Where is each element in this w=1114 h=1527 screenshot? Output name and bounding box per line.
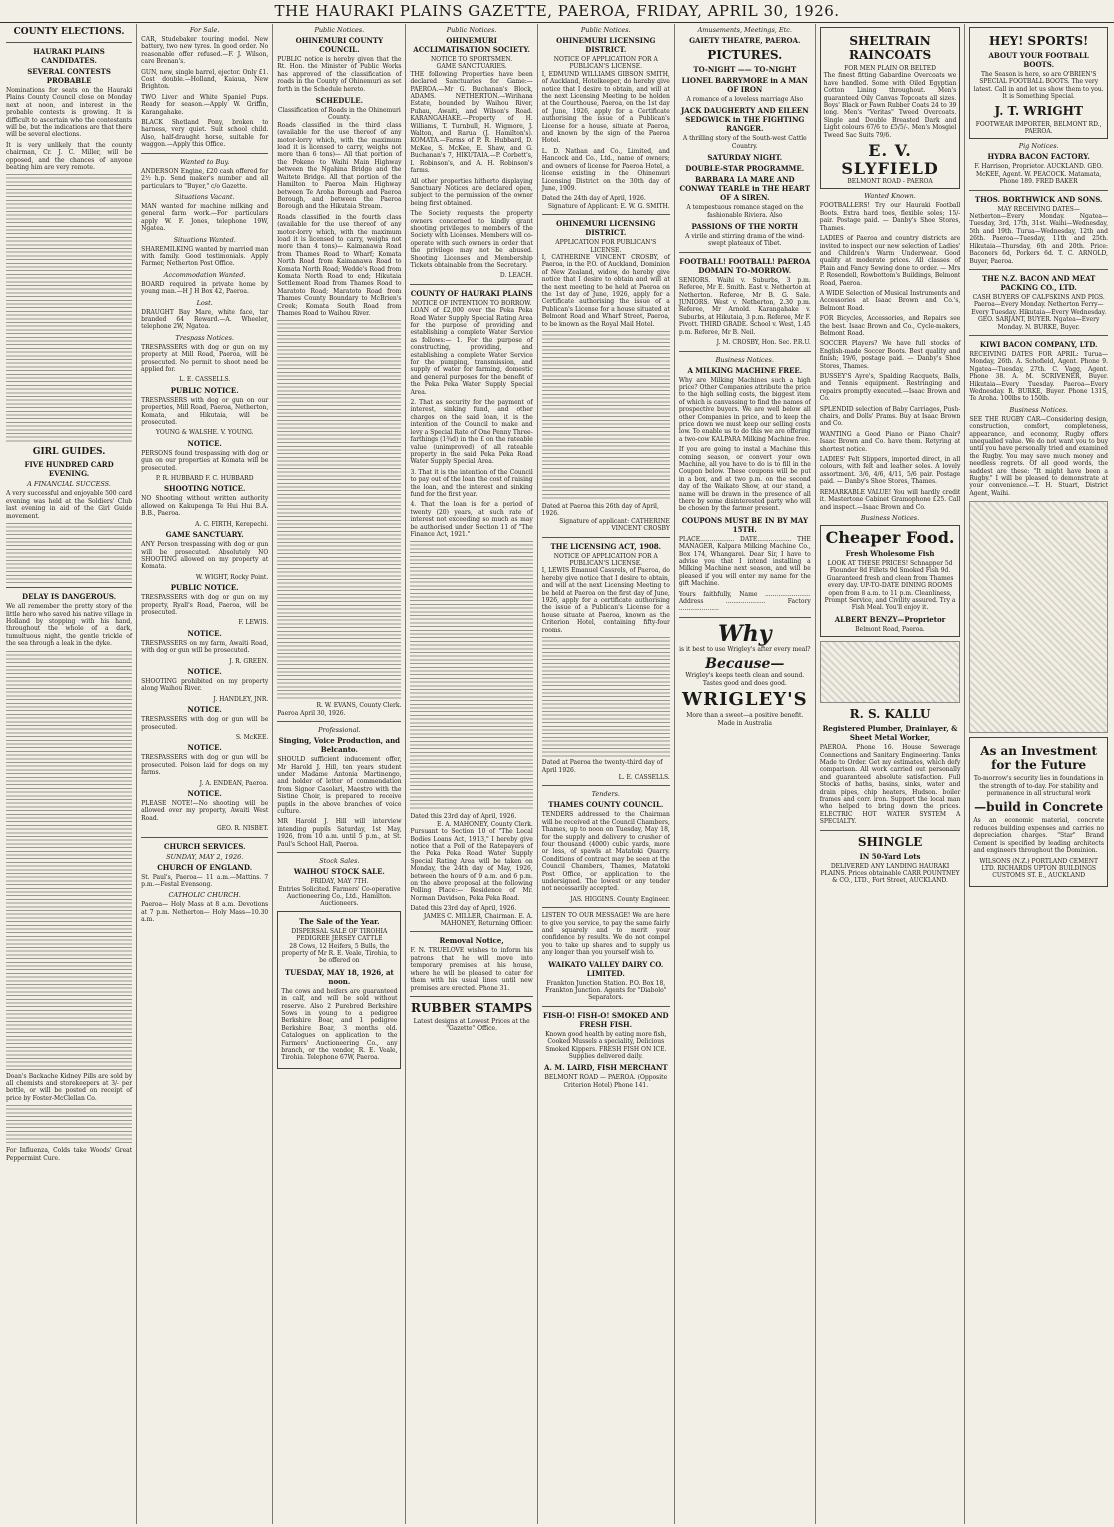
masthead: THE HAURAKI PLAINS GAZETTE, PAEROA, FRIDAY, APRIL 30, 1926. (0, 0, 1114, 23)
notice-signature: E. A. MAHONEY, County Clerk. (437, 820, 533, 828)
notice-signature: L. E. CASSELLS. (179, 376, 231, 384)
church-heading: CATHOLIC CHURCH. (168, 891, 241, 900)
football-fixtures: SENIORS. Waihi v. Suburbs, 3 p.m. Referee, Mr E. Smith. East v. Netherton at Netherton. Referee, Mr B. G. Sale. JUNIORS. West v. Netherton, 2.30 p.m. Referee, Mr Arnold. Karangahake v. Suburbs, at Hikutaia, 3 p.m. Referee, Mr F. Pivott. THIRD GRADE. School v. West, 1.45 p.m. Referee, Mr B. Neil. (678, 276, 811, 336)
sale-advert (277, 911, 401, 1069)
ad-proprietor: J. T. WRIGHT (994, 103, 1083, 118)
ad-heading: WAIKATO VALLEY DAIRY CO. LIMITED. (548, 959, 664, 978)
ad-subheading: DISPERSAL SALE OF TIROHIA PEDIGREE JERSEY CATTLE (291, 927, 388, 943)
section-heading: Stock Sales. (319, 857, 360, 866)
section-heading: Business Notices. (1009, 405, 1068, 414)
headline-girl-guides: GIRL GUIDES. (32, 447, 106, 458)
divider (410, 931, 532, 932)
classified-ad: MAN wanted for machine milking and general farm work.—For particulars apply W. F. Jones, telephone 19W, Ngatea. (141, 202, 269, 233)
divider (969, 335, 1108, 336)
section-heading: Pig Notices. (1018, 142, 1059, 151)
column-1 (2, 24, 137, 1524)
notice-date: Dated this 23rd day of April, 1926. (410, 905, 517, 913)
subhead: SEVERAL CONTESTS PROBABLE (27, 67, 111, 85)
classified-ad: TWO Liver and White Spaniel Pups. Ready for season.—Apply W. Griffin, Karangahake. (141, 93, 269, 116)
coupon-text: PLACE.................. DATE.................. THE MANAGER, Kalpara Milking Machine Co., Box 174, Whangarei. Dear Sir, I have to advise you that I intend installing a Milking Machine next season, and will be pleased if you will enter my name for the gift Machine. (678, 535, 811, 588)
divider (542, 214, 670, 215)
classified-ad: GUN, new, single barrel, ejector. Only £1. Cost double.—Holland, Kaiaua, New Brighton. (141, 68, 269, 91)
divider (6, 587, 132, 588)
classified-ad: BUSSEY'S Ayre's, Spalding Racquets, Balls, and Tennis equipment. Restringing and repairs promptly executed.—Isaac Brown and Co. (819, 373, 961, 403)
notice-text: TRESPASSERS on my farm, Awaiti Road, with dog or gun will be prosecuted. (141, 639, 269, 655)
notice-text: TRESPASSERS with dog or gun on my property, Ryall's Road, Paeroa, will be prosecuted. (141, 594, 269, 616)
notice-text: 2. That as security for the payment of interest, sinking fund, and other charges on the said loan, it is the intention of the Council to make and levy a Special Rate of One Penny Three-farthings (1¾d) in the £ on the rateable value (unimproved) of all rateable property in the said Peka Peka Road Water Supply Special Area. (410, 399, 533, 466)
ad-subheading: TO-NIGHT —— TO-NIGHT (693, 65, 797, 74)
column-8 (965, 24, 1112, 1524)
notice-text: Pursuant to Section 10 of "The Local Bodies Loans Act, 1913," I hereby give notice that a Poll of the Ratepayers of the Peka Peka Road Water Supply Special Rating Area will be taken on Monday, the 24th day of May, 1926, between the hours of 9 a.m. and 6 p.m. on the above proposal at the following Polling Place:— Residence of Mr. Norman Davidson, Peka Peka Road. (410, 828, 533, 902)
article-text: Doan's Backache Kidney Pills are sold by all chemists and storekeepers at 3/- per bottle, or will be posted on receipt of price by Foster-McClellan Co. (6, 1072, 133, 1102)
notice-text: Roads classified in the fourth class (available for the use thereof of any motor-lorry which, with the maximum load it is licensed to carry, weighs not more than 4 tons)— Kaimanawa Road from Thames Road to Wharf; Komata North Road from Kaimanawa Road to Komata North Road; Wedde's Road from Komata North Road to end; Hikutaia Settlement Road from Thames Road to Maratoto Road; Maratoto Road from Thames County Boundary to McBrien's Creek; Komata South Road from Thames Road to Waihou River. (277, 213, 402, 317)
ad-text: MR Harold J. Hill will interview intending pupils Saturday, 1st May, 1926, from 10 a.m. until 5 p.m., at St. Paul's School Hall, Paeroa. (277, 818, 402, 848)
ad-subheading: —build in Concrete (974, 800, 1104, 815)
ad-text: BELMONT ROAD — PAEROA. (Opposite Criterion Hotel) Phone 141. (544, 1074, 668, 1089)
ad-text: Frankton Junction Station. P.O. Box 18, Frankton Junction. Agents for "Diabolo" Separators. (545, 979, 667, 1002)
divider (542, 537, 670, 538)
notice-signature: J. HANDLEY, JNR. (213, 695, 269, 703)
article-text: We all remember the pretty story of the little hero who saved his native village in Holland by stopping with his hand, throughout the whole of a dark, tumultuous night, the gentle trickle of the sea through a leak in the dyke. (6, 603, 133, 648)
section-heading: Public Notices. (314, 26, 365, 34)
notice-subheading: Classification of Roads in the Ohinemuri County. (277, 107, 401, 122)
ad-text: DELIVERED ANY LANDING HAURAKI PLAINS. Prices obtainable CARR POUNTNEY & CO., LTD., Fort Street, AUCKLAND. (820, 862, 960, 885)
ad-heading: Removal Notice, (439, 936, 504, 946)
text-block (410, 541, 532, 811)
notice-text: I, EDMUND WILLIAMS GIBSON SMITH, of Auckland, Hotelkeeper, do hereby give notice that I desire to obtain, and will at the next Licensing Meeting to be holden at the Courthouse, Paeroa, on the 1st day of June, 1926, apply for a Certificate authorising the issue of a Publican's License for a house, situate at Paeroa, and known by the sign of the Paeroa Hotel. (541, 70, 670, 145)
ad-text: Known good health by eating more fish, Cooked Mussels a speciality, Delicious Smoked Kippers. FRESH FISH ON ICE. Supplies delivered daily. (545, 1030, 667, 1061)
text-block (6, 523, 132, 583)
notice-signature: YOUNG & WALSHE. V. YOUNG. (155, 429, 254, 437)
ad-text: is it best to use Wrigley's after every meal? (679, 645, 811, 653)
church-services-heading: CHURCH SERVICES. (163, 841, 246, 851)
ad-text: Why are Milking Machines such a high price? Other Companies attribute the price to the high selling costs, the biggest item of which is canvassing to find the names of prospective buyers. We are well below all other Companies in price, and to keep the price down we must keep our selling costs low. To enable us to do this we are offering a two-cow KALPARA Milking Machine free. (678, 376, 811, 443)
notice-heading: OHINEMURI ACCLIMATISATION SOCIETY. (413, 36, 530, 54)
ad-address: Belmont Road, Paeroa. (855, 625, 925, 633)
text-block (6, 1105, 132, 1145)
ad-address: BELMONT ROAD - PAEROA (847, 178, 933, 186)
section-heading: Wanted to Buy. (180, 157, 230, 166)
classified-ad: BOARD required in private home by young man.—H J H Box 42, Paeroa. (141, 280, 269, 296)
column-7 (816, 24, 966, 1524)
ad-text: RECEIVING DATES FOR APRIL: Turua—Monday, 26th. A. Schofield, Agent. Phone 9. Ngatea—Tuesday, 27th. C. Vagg, Agent. Phone 38. A. M. SCRIVENER, Buyer. Hikutaia—Every Tuesday. Paeroa—Every Wednesday. R. BURKE, Buyer. Phone 131S, Te Aroha. 100lbs to 150lb. (969, 350, 1108, 403)
classified-ad: BLACK Shetland Pony, broken to harness, very quiet. Suit school child. Also, half-draught horse, suitable for waggon.—Apply this Office. (141, 119, 269, 149)
ad-heading: A. M. LAIRD, FISH MERCHANT (544, 1063, 668, 1073)
notice-text: All other properties hitherto displaying Sanctuary Notices are declared open, subject to the permission of the owner being first obtained. (410, 177, 533, 207)
coupon-fields: Yours faithfully, Name ........................ Address ..................... Factory ..................... (678, 590, 811, 613)
classified-ad: LADIES' Felt Slippers, imported direct, in all colours, with felt and leather soles. A lovely assortment. 3/6, 4/6, 4/11, 5/6 pair. Postage paid. — Danby's Shoe Stores, Thames. (819, 456, 961, 486)
film-title: PASSIONS OF THE NORTH (691, 222, 799, 232)
notice-text: 3. That it is the intention of the Council to pay out of the loan the cost of raising the loan, and the interest and sinking fund for the first year. (410, 468, 533, 498)
notice-text: LOAN of £2,000 over the Peka Peka Road Water Supply Special Rating Area for the purpose of providing and establishing a complete Water Service as follows:— 1. For the purpose of constructing, providing, and establishing a complete Water Service for the pumping, transmission, and supply of water for farming, domestic and general purposes for the benefit of the Peka Peka Water Supply Special Area. (410, 307, 533, 396)
text-block (6, 651, 132, 1071)
notice-heading: NOTICE. (187, 789, 222, 799)
ad-proprietor: ALBERT BENZY—Proprietor (834, 614, 946, 624)
notice-signature: Signature of applicant: CATHERINE VINCENT CROSBY (559, 517, 670, 533)
section-heading: Situations Wanted. (173, 235, 236, 244)
church-text: Paeroa— Holy Mass at 8 a.m. Devotions at 7 p.m. Netherton— Holy Mass—10.30 a.m. (141, 901, 269, 924)
ad-heading: HEY! SPORTS! (989, 34, 1089, 48)
film-description: A romance of a loveless marriage Also (686, 96, 804, 103)
divider (969, 190, 1108, 191)
notice-text: ANY Person trespassing with dog or gun will be prosecuted. Absolutely NO SHOOTING allowed on my property at Komata. (141, 541, 269, 571)
notice-text: NO Shooting without written authority allowed on Kakupenga Te Hui Hui B.A. B.B., Paeroa. (141, 495, 269, 518)
notice-signature: W. WIGHT, Rocky Point. (195, 573, 269, 581)
notice-subheading: NOTICE OF APPLICATION FOR A PUBLICAN'S LICENSE. (553, 552, 658, 568)
divider (542, 1006, 670, 1007)
column-4 (406, 24, 537, 1524)
classified-ad: SOCCER Players? We have full stocks of English-made Soccer Boots. Best quality and finish; 19/6, postage paid. — Danby's Shoe Stores, Thames. (819, 340, 961, 370)
ad-text: F. Harrison, Proprietor. AUCKLAND. GEO. McKEE, Agent. W. PEACOCK. Matamata, Phone 189. FRED BAKER (974, 163, 1104, 186)
divider (141, 837, 268, 838)
notice-subheading: NOTICE TO SPORTSMEN. (431, 56, 513, 63)
notice-text: 4. That the loan is for a period of twenty (20) years, at such rate of interest not exceeding so much as may be authorised under Section 11 of "The Finance Act, 1921." (410, 501, 533, 538)
notice-heading: GAME SANCTUARY. (165, 530, 244, 540)
ad-heading: Cheaper Food. (825, 527, 955, 547)
coupon-deadline: COUPONS MUST BE IN BY MAY 15TH. (681, 515, 808, 534)
church-text: St. Paul's, Paeroa— 11 a.m.—Mattins. 7 p.m.—Festal Evensong. (141, 873, 269, 889)
classified-ad: LADIES of Paeroa and country districts are invited to inspect our new selection of Ladies' and Children's Warm Underwear. Good quality at moderate prices. All classes of Plain and Fancy Sewing done to order. — Mrs P. Rosendell, Rowbottom's Buildings, Belmont Road, Paeroa. (819, 235, 961, 287)
notice-heading: SHOOTING NOTICE. (163, 484, 246, 494)
notice-heading: OHINEMURI COUNTY COUNCIL. (295, 36, 384, 54)
church-heading: CHURCH OF ENGLAND. (157, 862, 253, 872)
notice-heading: THAMES COUNTY COUNCIL. (548, 800, 664, 810)
divider (410, 996, 532, 997)
subhead: FIVE HUNDRED CARD EVENING. (24, 460, 114, 479)
film-description: A tempestuous romance staged on the fashionable Riviera. Also (686, 204, 804, 219)
classified-ad: REMARKABLE VALUE! You will hardly credit it. Mastertone Cabinet Gramophone £25. Call and inspect.—Isaac Brown and Co. (819, 488, 961, 511)
ad-heading: WAIHOU STOCK SALE. (293, 867, 385, 877)
wrigley-why: Why (718, 620, 772, 647)
section-heading: Public Notices. (580, 26, 631, 34)
ad-text: As an economic material, concrete reduces building expenses and carries no depreciation charges. "Star" Brand Cement is specified by leading architects and engineers throughout the Dominion. (973, 817, 1104, 855)
notice-text: L. D. Nathan and Co., Limited, and Hancock and Co., Ltd., name of owners; and owners of license for Paeroa Hotel, a license existing in the Ohinemuri Licensing District on the 30th day of June, 1909. (541, 147, 670, 192)
wrigley-because: Because— (705, 656, 785, 673)
notice-date: Paeroa April 30, 1926. (277, 709, 346, 717)
classified-ad: ANDERSON Engine, £20 cash offered for 2½ h.p. Send maker's number and all particulars to "Buyer," c/o Gazette. (141, 167, 269, 190)
divider (969, 269, 1108, 270)
ad-heading: SHELTRAIN RAINCOATS (848, 34, 932, 62)
notice-subheading: NOTICE OF INTENTION TO BORROW. (411, 299, 532, 307)
classified-ad: SHAREMILKING wanted by married man with family. Good testimonials. Apply Farmer, Netherton Post Office. (141, 245, 269, 268)
notice-text: PERSONS found trespassing with dog or gun on our properties at Komata will be prosecuted. (141, 449, 269, 472)
classified-ad: A WIDE Selection of Musical Instruments and Accessories at Isaac Brown and Co.'s, Belmont Road. (819, 289, 961, 312)
notice-signature: JAS. HIGGINS. County Engineer. (570, 895, 670, 903)
ad-text: LISTEN TO OUR MESSAGE! We are here to give you service, to pay the same fairly and squarely and to merit your confidence by results. We do not compel you to take up shares and to supply us any longer than you yourself wish to. (541, 912, 670, 957)
ad-text: 28 Cows, 12 Heifers, 5 Bulls, the property of Mr R. E. Veale, Tirohia, to be offered on (281, 942, 397, 965)
classified-ad: FOR Bicycles, Accessories, and Repairs see the best. Isaac Brown and Co., Cycle-makers, Belmont Road. (819, 315, 961, 337)
ad-text: F. N. TRUELOVE wishes to inform his patrons that he will move into temporary premises at his house, where he will be pleased to cater for them with his usual lines until new premises are erected. Phone 31. (410, 947, 533, 992)
house-illustration (820, 641, 961, 703)
divider (277, 852, 401, 853)
ad-text: PAEROA. Phone 16. House Sewerage Connections and Sanitary Engineering. Tanks Made to Order. Get my estimates, which defy comparison. All work carried out personally and guaranteed absolute satisfaction. Full Stocks of baths, basins, sinks, water and drain pipes, chip heaters, Hudson. boiler frames and corr. iron. Support the local man who helped to bring down the prices. ELECTRIC HOT WATER SYSTEM A SPECIALTY. (819, 744, 961, 826)
church-services-date: SUNDAY, MAY 2, 1926. (166, 852, 244, 861)
notice-heading: NOTICE. (187, 628, 222, 638)
ad-text: If you are going to instal a Machine this coming season, or convert your own Machine, all you have to do is to fill in the Coupon below. These coupons will be put in a box, and at two p.m. on the second day of the Waikato Show, at our stand, a name will be drawn in the presence of all there by some disinterested party who will be chosen by the farmer present. (678, 446, 811, 513)
article-text: It is very unlikely that the county chairman, Cr. J. C. Miller, will be opposed, and the chances of anyone beating him are very remote. (6, 141, 133, 172)
article-text: A very successful and enjoyable 500 card evening was held at the Soldiers' Club last evening in aid of the Girl Guide movement. (6, 490, 133, 520)
notice-text: The Society requests the property owners concerned to kindly grant shooting privileges to members of the Society with Licenses. Members will co-operate with such owners in order that the privilege may not be abused. Shooting Licenses and Membership Tickets obtainable from the Secretary. (410, 210, 533, 269)
section-heading: Business Notices. (715, 355, 774, 364)
notice-text: THE following Properties have been declared Sanctuaries for Game:— PAEROA.—Mr G. Buchanan's Block, ADAMS. NETHERTON.—Wirihana Estate, bounded by Waihou River, Puhau, Awaiti, and Wilson's Road. KARANGAHAKE.—Property of H. Williams, T. Turnbull, H. Wigmore, J. Walton, and Rarua (J. Hamilton's). KOMATA.—Farms of P. R. Hubbard, D. McKee, S. McKee, E. Shaw, and G. Buchanan's 7, HIKUTAIA.—P. Corbett's, I. Robinson's, and A. H. Robinson's farms. (410, 70, 533, 175)
wrigleys-logo: WRIGLEY'S (681, 689, 808, 711)
notice-signature: D. LEACH. (499, 272, 533, 280)
ad-heading: The Sale of the Year. (299, 916, 380, 926)
notice-subheading: GAME SANCTUARIES. (436, 63, 507, 71)
ad-text: Entries Solicited. Farmers' Co-operative Auctioneering Co., Ltd., Hamilton. Auctioneers. (278, 885, 401, 908)
notice-text: I, LEWIS Emanuel Cassrels, of Paeroa, do hereby give notice that I desire to obtain, and will at the next Licensing Meeting to be held at Paeroa on the first day of June, 1926, apply for a certificate authorising the issue of a Publican's License for a house situate at Paeroa, known as the Criterion Hotel, containing fifty-four rooms. (541, 567, 670, 634)
section-heading: Lost. (196, 298, 213, 307)
divider (277, 721, 401, 722)
divider (141, 153, 268, 154)
section-heading: Business Notices. (860, 513, 920, 522)
column-6 (675, 24, 816, 1524)
notice-signature: L. E. CASSELLS. (618, 773, 670, 781)
sheltrain-advert (820, 27, 961, 189)
classified-ad: DRAUGHT Bay Mare, white face, tar branded 64 Reward.—A. Wheeler, telephone 2W, Ngatea. (141, 308, 269, 331)
notice-heading: OHINEMURI LICENSING DISTRICT. (556, 36, 656, 54)
film-description: A thrilling story of the South-west Cattle Country. (682, 135, 807, 150)
section-heading: Accommodation Wanted. (163, 270, 246, 279)
ad-text: CASH BUYERS OF CALFSKINS AND PIGS. Paeroa—Every Monday. Netherton Ferry—Every Tuesday. Hikutaia—Every Wednesday. GEO. SARJANT, BUYER. Ngatea—Every Monday. N. BURKE, Buyer. (971, 293, 1107, 331)
divider (6, 42, 132, 43)
notice-heading: COUNTY OF HAURAKI PLAINS (410, 288, 533, 298)
ad-text: SHOULD sufficient inducement offer, Mr Harold J. Hill, ten years student under Madame Antonia Martinengo, and holder of letter of commendation from Signor Casolari, Maestro with the Sistine Choir, is prepared to receive pupils in the above branches of voice culture. (277, 756, 402, 816)
classified-ad: CAR, Studebaker touring model. New battery, two new tyres. In good order. No reasonable offer refused.—F. J. Wilson, care Brenan's. (141, 36, 269, 66)
column-2 (137, 24, 273, 1524)
section-heading: Wanted Known. (864, 192, 916, 201)
shingle-subheading: IN 50-Yard Lots (859, 851, 921, 861)
classified-ad: FOOTBALLERS! Try our Hauraki Football Boots. Extra hard toes, flexible soles; 15/- pair. Postage paid. — Danby's Shoe Stores, Thames. (819, 202, 961, 232)
ad-text: Netherton—Every Monday. Ngatea—Tuesday, 3rd, 17th, 31st. Waihi—Wednesday, 5th and 19th. Turua—Wednesday, 12th and 26th. Paeroa—Tuesday, 11th and 25th. Hikutaia—Thursday, 6th and 20th. Price: Baconers 6d, Porkers 6d. T. C. ARNOLD, Buyer, Paeroa. (969, 213, 1108, 265)
ad-heading: KIWI BACON COMPANY, LTD. (979, 339, 1098, 349)
ad-heading: Singing, Voice Production, and Belcanto. (278, 736, 401, 755)
page-columns (2, 24, 1112, 1524)
section-heading: Professional. (318, 726, 361, 735)
divider (679, 351, 811, 352)
divider (820, 830, 961, 831)
ad-heading: FISH-O! FISH-O! SMOKED AND FRESH FISH. (543, 1010, 669, 1029)
ad-heading: HYDRA BACON FACTORY. (987, 152, 1090, 162)
notice-text: I, CATHERINE VINCENT CROSBY, of Paeroa, in the P.O. of Auckland, Dominion of New Zealand, widow, do hereby give notice that I desire to obtain and will at the next meeting to be held at Paeroa on the 1st day of June, 1926, apply for a Certificate authorising the issue of a Publican's License for a house situated at Belmont Road and Wharf Street, Paeroa, to be known as the Royal Mail Hotel. (541, 253, 670, 328)
ad-heading: A MILKING MACHINE FREE. (687, 365, 803, 375)
ad-heading: THE N.Z. BACON AND MEAT PACKING CO., LTD. (981, 273, 1096, 292)
section-heading: Tenders. (591, 790, 620, 799)
notice-text: TRESPASSERS with dog or gun on my property at Mill Road, Paeroa, will be prosecuted. No permit to shoot need be applied for. (141, 343, 269, 373)
ad-heading: R. S. KALLU (849, 707, 931, 722)
ad-subheading: FOR MEN PLAIN OR BELTED (844, 65, 936, 72)
ad-text: More than a sweet—a positive benefit. Made in Australia (686, 712, 804, 727)
ad-heading: As an Investment for the Future (980, 744, 1098, 773)
ad-text: SEE THE RUGBY CAR—Considering design, construction, comfort, completeness, appearance, and economy, Rugby offers unequalled value. We do not want you to buy until you have personally tried and examined the Rugby. You may save much money and needless regrets. Of all good words, the saddest are these: "It might have been a Rugby." I will be pleased to demonstrate at your convenience.—T. H. Stuart, District Agent, Waihi. (969, 415, 1108, 497)
notice-signature: S. McKEE. (235, 734, 269, 741)
divider (679, 252, 811, 253)
theatre-name: GAIETY THEATRE, PAEROA. (689, 36, 801, 45)
football-boots-advert (969, 27, 1108, 139)
notice-signature: A. C. FIRTH, Kerepechi. (195, 520, 269, 528)
notice-signature: J. M. CROSBY, Hon. Sec. P.R.U. (716, 339, 811, 347)
section-heading: Amusements, Meetings, Etc. (697, 26, 792, 34)
subhead: A FINANCIAL SUCCESS. (27, 480, 111, 489)
notice-signature: Signature of Applicant: E. W. G. SMITH. (547, 202, 670, 210)
notice-signature: JAMES C. MILLER, Chairman. E. A. MAHONEY, Returning Officer. (423, 912, 533, 928)
column-5 (538, 24, 675, 1524)
notice-heading: PUBLIC NOTICE. (170, 385, 239, 395)
notice-text: Roads classified in the third class (available for the use thereof of any motor-lorry which, with the maximum load it is licensed to carry, weighs not more than 6 tons)— All that portion of the Pokeno to Waihi Main Highway between the Ngahina Bridge and the Waitete Bridge. All that portion of the Hamilton to Paeroa Main Highway between Te Aroha Borough and Paeroa Borough, and between the Paeroa Borough and the Hikutaia Stream. (277, 121, 402, 211)
fish-advert (820, 525, 961, 637)
notice-text: PUBLIC notice is hereby given that the Rt. Hon. the Minister of Public Works has approved of the classification of roads in the County of Ohinemuri as set forth in the Schedule hereto. (277, 56, 402, 93)
subhead: DELAY IS DANGEROUS. (22, 592, 117, 602)
text-block (6, 174, 132, 444)
article-text: For Influenza, Colds take Woods' Great Peppermint Cure. (6, 1147, 133, 1162)
ad-text: The Season is here, so are O'BRIEN'S SPECIAL FOOTBALL BOOTS. The very latest. Call in and let us show them to you. It is Something Special. (973, 71, 1104, 101)
divider (542, 785, 670, 786)
ad-date: FRIDAY, MAY 7TH. (310, 878, 369, 886)
ad-text: The cows and heifers are guaranteed in calf, and will be sold without reserve. Also 2 Purebred Berkshire Sows in young to a pedigree Berkshire Boar, and 1 pedigree Berkshire Boar, 3 months old. Catalogues on application to the Farmers' Auctioneering Co., any branch, or the vendor, R. E. Veale, Tirohia. Telephone 67W, Paeroa. (281, 987, 398, 1062)
film-title: BARBARA LA MARE AND CONWAY TEARLE in THE HEART OF A SIREN. (679, 175, 811, 203)
section-heading: Trespass Notices. (175, 333, 234, 342)
notice-signature: F. LEWIS. (238, 619, 269, 627)
ad-subheading: SATURDAY NIGHT. (707, 153, 783, 163)
ad-subheading: Fresh Wholesome Fish (845, 548, 935, 558)
notice-text: SHOOTING prohibited on my property along Waihou River. (141, 677, 269, 693)
divider (410, 284, 532, 285)
notice-signature: J. R. GREEN. (229, 657, 269, 665)
notice-signature: GEO. R. NISBET. (216, 825, 269, 833)
notice-heading: NOTICE. (187, 666, 222, 676)
notice-text: PLEASE NOTE!—No shooting will be allowed over my property, Awaiti West Road. (141, 800, 269, 822)
notice-date: Dated at Paeroa this 26th day of April, 1926. (541, 503, 659, 518)
notice-heading: NOTICE. (187, 438, 222, 448)
notice-subheading: APPLICATION FOR PUBLICAN'S LICENSE. (555, 239, 657, 254)
ad-address: FOOTWEAR IMPORTER, BELMONT RD., PAEROA. (975, 120, 1102, 136)
notice-date: Dated this 23rd day of April, 1926. (410, 813, 517, 821)
notice-date: Dated at Paeroa the twenty-third day of April 1926. (541, 759, 663, 774)
text-block (542, 331, 670, 501)
ad-text: Wrigley's keeps teeth clean and sound. Tastes good and does good. (685, 672, 805, 687)
ad-subheading: ABOUT YOUR FOOTBALL BOOTS. (988, 51, 1089, 69)
notice-heading: SCHEDULE. (315, 96, 364, 106)
ad-heading: THOS. BORTHWICK AND SONS. (974, 194, 1103, 204)
notice-text: TRESPASSERS with dog or gun will be prosecuted. (141, 716, 269, 731)
article-text: Nominations for seats on the Hauraki Plains County Council close on Monday next at noon, and interest in the probable contests is growing. It is difficult to ascertain who the contestants will be, but the indications are that there will be several elections. (6, 87, 133, 139)
notice-heading: PUBLIC NOTICE. (170, 583, 239, 593)
text-block (542, 637, 670, 757)
ad-text: Latest designs at Lowest Prices at the "Gazette" Office. (413, 1017, 530, 1033)
concrete-advert (969, 737, 1108, 886)
ad-subheading: DOUBLE-STAR PROGRAMME. (685, 164, 805, 174)
subhead: HAURAKI PLAINS CANDIDATES. (33, 47, 105, 65)
notice-signature: R. W. EVANS, County Clerk. (316, 702, 402, 710)
ad-subheading: MAY RECEIVING DATES— (997, 205, 1080, 213)
notice-heading: NOTICE. (187, 743, 222, 753)
notice-text: TRESPASSERS with dog or gun will be prosecuted. Poison laid for dogs on my farms. (141, 754, 269, 777)
divider (542, 907, 670, 908)
ad-text: LOOK AT THESE PRICES! Schnapper 5d Flounder 8d Fillets 9d Smoked Fish 9d. Guaranteed fresh and clean from Thames every day. UP-TO-DATE DINING ROOMS open from 8 a.m. to 11 p.m. Cleanliness, Prompt Service, and Civility assured. Try a Fish Meal. You'll enjoy it. (824, 559, 956, 612)
headline-county-elections: COUNTY ELECTIONS. (13, 27, 125, 37)
ad-address: WILSONS (N.Z.) PORTLAND CEMENT LTD. RICHARDS UPTON BUILDINGS CUSTOMS ST. E., AUCKLAND (979, 857, 1098, 880)
ad-text: The finest fitting Gabardine Overcoats we have handled. Some with Oiled Egyptian Cotton Lining throughout. Men's guaranteed Oily Canvas Topcoats all sizes. Boys' Black or Fawn Rubber Coats 24 to 39 long. Men's "Veritas" Tweed Overcoats. Single and Double Breasted Dark and Light colours 67/6 to £5/5/-. Men's Mosgiel Tweed Sac Suits 79/6. (823, 72, 957, 139)
notice-heading: THE LICENSING ACT, 1908. (550, 541, 662, 551)
classified-ad: WANTING a Good Piano or Piano Chair? Isaac Brown and Co. have them. Retyring at shortest notice. (819, 430, 961, 453)
ad-text: To-morrow's security lies in foundations in the strength of to-day. For stability and permanence in all structural work (973, 775, 1104, 798)
section-heading: For Sale. (189, 26, 220, 34)
ad-date: TUESDAY, MAY 18, 1926, at noon. (284, 967, 394, 986)
notice-heading: NOTICE. (187, 705, 222, 715)
shingle-heading: SHINGLE (857, 834, 923, 849)
ad-subheading: Registered Plumber, Drainlayer, & Sheet Metal Worker, (822, 724, 958, 743)
column-3 (273, 24, 406, 1524)
section-heading: Situations Vacant. (174, 192, 235, 201)
film-title: JACK DAUGHERTY AND EILEEN SEDGWICK in THE FIGHTING RANGER. (680, 106, 809, 134)
slyfield-logo: E. V. SLYFIELD (841, 141, 939, 179)
notice-text: TRESPASSERS with dog or gun on our properties, Mill Road, Paeroa, Netherton, Komata, and Hikutaia, will be prosecuted. (141, 396, 269, 427)
film-title: LIONEL BARRYMORE in A MAN OF IRON (681, 76, 808, 94)
pictures-heading: PICTURES. (707, 48, 783, 62)
notice-signature: P. R. HUBBARD F. C. HUBBARD (155, 475, 254, 483)
notice-subheading: NOTICE OF APPLICATION FOR A PUBLICAN'S LICENSE. (553, 56, 658, 71)
section-heading: Public Notices. (446, 26, 497, 34)
film-description: A virile and stirring drama of the wind-swept plateaux of Tibet. (685, 233, 805, 248)
football-heading: FOOTBALL! FOOTBALL! PAEROA DOMAIN TO-MORROW. (679, 256, 811, 275)
text-block (277, 320, 401, 700)
divider (679, 617, 811, 618)
illustration (969, 501, 1108, 733)
rubber-stamps-heading: RUBBER STAMPS (410, 1000, 533, 1015)
notice-signature: J. A. ENDEAN, Paeroa. (199, 779, 269, 787)
notice-text: TENDERS addressed to the Chairman will be received at the Council Chambers, Thames, up to noon on Tuesday, May 18, for the supply and delivery to crusher of four thousand (4000) cubic yards, more or less, of spawls at Matatoki Quarry. Conditions of contract may be seen at the Council Chambers, Thames, Matatoki Post Office, or application to the undersigned. The lowest or any tender not necessarily accepted. (541, 811, 670, 893)
classified-ad: SPLENDID selection of Baby Carriages, Push-chairs, and Dolls' Prams. Buy at Isaac Brown and Co. (819, 405, 961, 428)
notice-date: Dated the 24th day of April, 1926. (541, 195, 646, 203)
notice-heading: OHINEMURI LICENSING DISTRICT. (556, 219, 656, 238)
